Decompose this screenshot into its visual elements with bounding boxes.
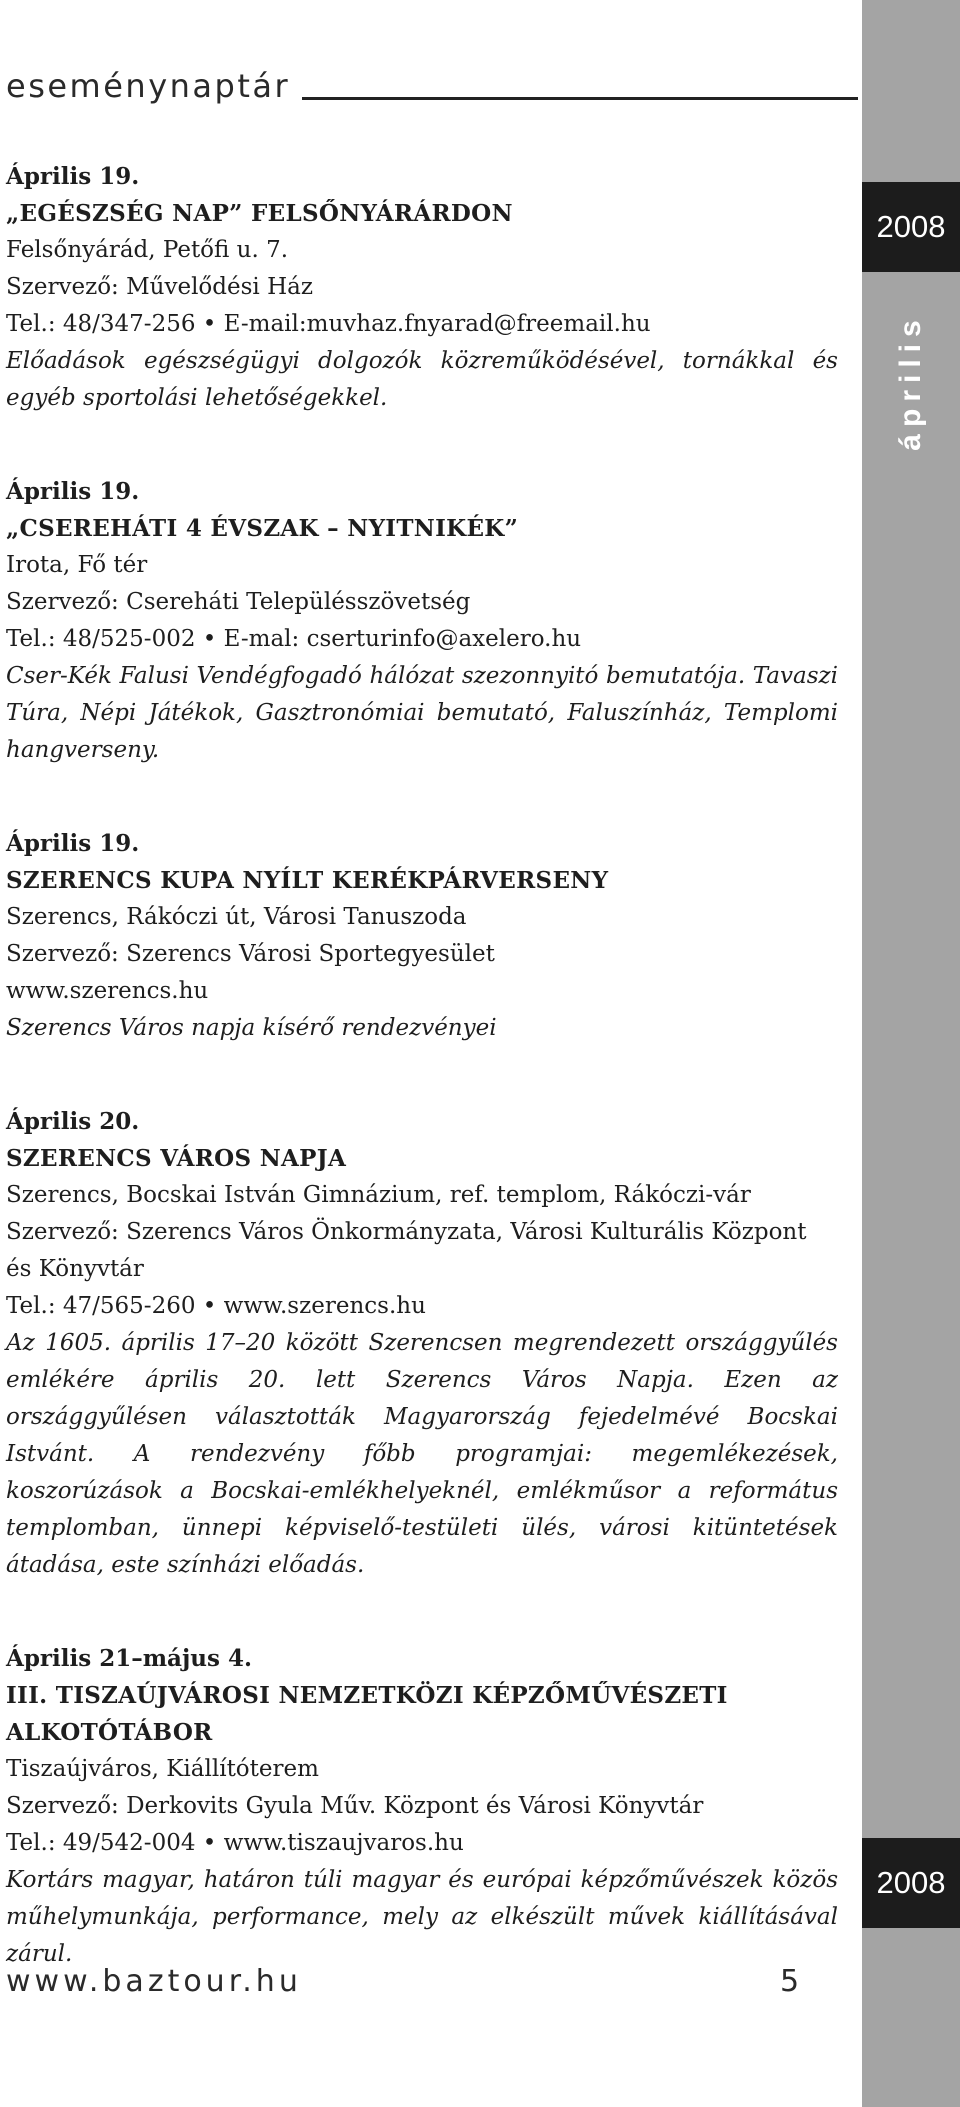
event-location: Szerencs, Bocskai István Gimnázium, ref. templom, Rákóczi-vár (6, 1182, 751, 1208)
event-date: Április 19. (6, 478, 140, 505)
event-organizer: Szervező: Csereháti Településszövetség (6, 589, 471, 615)
event-item (6, 1103, 838, 1584)
event-date: Április 19. (6, 163, 140, 190)
event-title: SZERENCS KUPA NYÍLT KERÉKPÁRVERSENY (6, 867, 609, 894)
sidebar (862, 0, 960, 2107)
event-description: Kortárs magyar, határon túli magyar és európai képzőművészek közös műhelymunkája, performance, mely az elkészült művek kiállításával zárul. (6, 1867, 838, 1967)
event-location: Felsőnyárád, Petőfi u. 7. (6, 237, 289, 263)
event-contact: Tel.: 48/525-002 • E-mal: cserturinfo@axelero.hu (6, 626, 582, 652)
footer-website: www.baztour.hu (6, 1964, 302, 1999)
event-organizer: Szervező: Szerencs Város Önkormányzata, Városi Kulturális Központ és Könyvtár (6, 1219, 807, 1282)
event-description: Az 1605. április 17–20 között Szerencsen megrendezett országgyűlés emlékére április 20. lett Szerencs Város Napja. Ezen az országgyűlésen választották Magyarország fejedelmévé Bocskai Istvánt. A rendezvény főbb programjai: megemlékezések, koszorúzások a Bocskai-emlékhelyeknél, emlékműsor a református templomban, ünnepi képviselő-testületi ülés, városi kitüntetések átadása, este színházi előadás. (6, 1330, 838, 1578)
event-title: SZERENCS VÁROS NAPJA (6, 1145, 347, 1172)
event-location: Szerencs, Rákóczi út, Városi Tanuszoda (6, 904, 467, 930)
event-organizer: Szervező: Művelődési Ház (6, 274, 313, 300)
event-description: Cser-Kék Falusi Vendégfogadó hálózat szezonnyitó bemutatója. Tavaszi Túra, Népi Játékok, Gasztronómiai bemutató, Faluszínház, Templomi hangverseny. (6, 663, 838, 763)
year-badge-top: 2008 (862, 182, 960, 272)
event-date: Április 21–május 4. (6, 1645, 252, 1672)
event-item (6, 158, 838, 417)
event-title: „CSEREHÁTI 4 ÉVSZAK – NYITNIKÉK” (6, 515, 519, 542)
event-date: Április 20. (6, 1108, 140, 1135)
event-organizer: Szervező: Szerencs Városi Sportegyesület (6, 941, 495, 967)
event-list (6, 158, 838, 2029)
event-organizer: Szervező: Derkovits Gyula Műv. Központ és Városi Könyvtár (6, 1793, 704, 1819)
event-contact: Tel.: 48/347-256 • E-mail:muvhaz.fnyarad@freemail.hu (6, 311, 651, 337)
event-description: Szerencs Város napja kísérő rendezvényei (6, 1015, 497, 1041)
event-location: Tiszaújváros, Kiállítóterem (6, 1756, 319, 1782)
event-item (6, 473, 838, 769)
event-contact: Tel.: 49/542-004 • www.tiszaujvaros.hu (6, 1830, 464, 1856)
event-description: Előadások egészségügyi dolgozók közreműködésével, tornákkal és egyéb sportolási lehetőségekkel. (6, 348, 838, 411)
month-label: április (894, 313, 927, 451)
event-title: „EGÉSZSÉG NAP” FELSŐNYÁRÁRDON (6, 200, 513, 227)
event-item (6, 1640, 838, 1973)
page-header (6, 66, 858, 106)
event-location: Irota, Fő tér (6, 552, 148, 578)
event-item (6, 825, 838, 1047)
event-title: III. TISZAÚJVÁROSI NEMZETKÖZI KÉPZŐMŰVÉSZETI ALKOTÓTÁBOR (6, 1682, 728, 1746)
section-title: eseménynaptár (6, 66, 302, 106)
event-date: Április 19. (6, 830, 140, 857)
event-contact: www.szerencs.hu (6, 978, 209, 1004)
page-number: 5 (780, 1964, 800, 1999)
event-contact: Tel.: 47/565-260 • www.szerencs.hu (6, 1293, 426, 1319)
year-badge-bottom: 2008 (862, 1838, 960, 1928)
